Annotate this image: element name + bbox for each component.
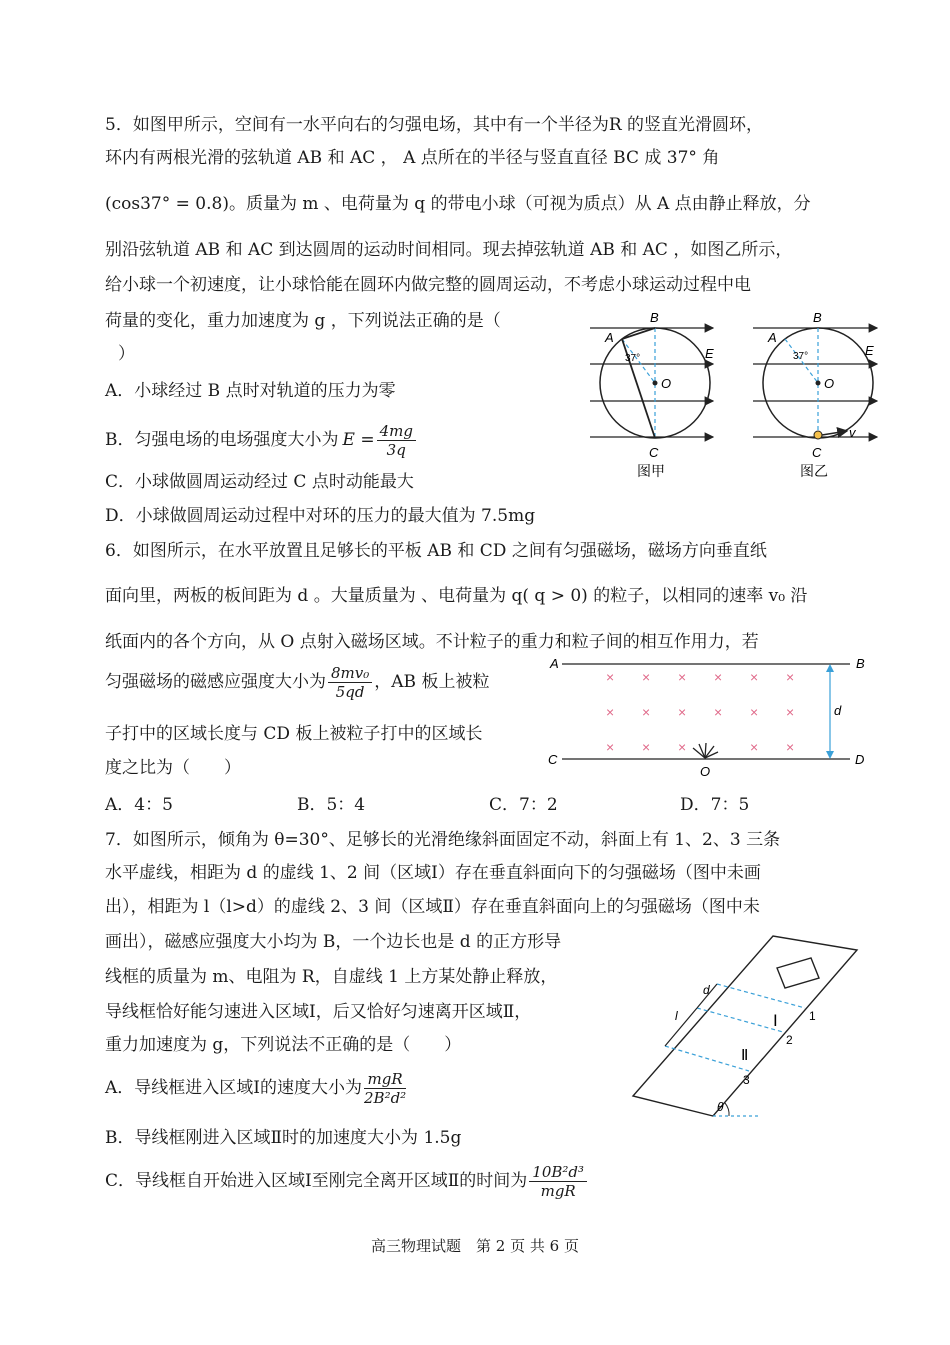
label-o: O: [661, 376, 672, 391]
label-o: O: [824, 376, 835, 391]
q6-figure: [540, 652, 870, 780]
cross-mark: ×: [786, 739, 795, 755]
label-region-1: Ⅰ: [773, 1013, 778, 1030]
cross-mark: ×: [750, 739, 759, 755]
label-c: C: [812, 445, 822, 460]
q5-option-d: D．小球做圆周运动过程中对环的压力的最大值为 7.5mg: [105, 506, 536, 526]
q6-line-3: 纸面内的各个方向，从 O 点射入磁场区域。不计粒子的重力和粒子间的相互作用力，若: [105, 632, 759, 652]
q7-option-c-fraction: [529, 1163, 587, 1200]
q6-option-d: D．7：5: [680, 795, 750, 815]
label-a: A: [605, 330, 614, 345]
q7-line-7: 重力加速度为 g，下列说法不正确的是（ ）: [105, 1035, 462, 1055]
label-c: C: [649, 445, 659, 460]
q5-option-b-text: B．匀强电场的电场强度大小为: [105, 430, 339, 450]
center-point: [653, 381, 658, 386]
label-angle: 37°: [625, 353, 641, 364]
cross-mark: ×: [750, 704, 759, 720]
q6-line-4: [105, 660, 489, 704]
cross-mark: ×: [714, 669, 723, 685]
label-o: O: [700, 764, 711, 779]
dashed-line-2: [697, 1008, 783, 1032]
q7-line-1: 7．如图所示，倾角为 θ=30°、足够长的光滑绝缘斜面固定不动，斜面上有 1、2、3 三条: [105, 830, 781, 850]
label-e: E: [865, 343, 874, 358]
gap-arrow-head-bottom: [826, 751, 834, 759]
q7-option-a-fraction: [364, 1070, 406, 1107]
label-theta: θ: [717, 1100, 724, 1114]
q5-option-b-denominator: 3q: [386, 440, 406, 459]
label-region-2: Ⅱ: [741, 1047, 749, 1064]
q5-line-5: 给小球一个初速度，让小球恰能在圆环内做完整的圆周运动，不考虑小球运动过程中电: [105, 275, 751, 295]
q7-option-c-denominator: mgR: [540, 1181, 576, 1200]
dashed-line-3: [665, 1046, 749, 1071]
cross-mark: ×: [750, 669, 759, 685]
q7-option-c-text: C．导线框自开始进入区域Ⅰ至刚完全离开区域Ⅱ的时间为: [105, 1171, 528, 1191]
q5-option-c: C．小球做圆周运动经过 C 点时动能最大: [105, 472, 414, 492]
q6-line-4-text: 匀强磁场的磁感应强度大小为: [105, 672, 326, 692]
q7-option-a-text: A．导线框进入区域Ⅰ的速度大小为: [105, 1078, 362, 1098]
q6-b-numerator: 8mv₀: [328, 664, 372, 683]
label-line-3: 3: [743, 1073, 750, 1087]
cross-mark: ×: [642, 739, 651, 755]
cross-mark: ×: [642, 669, 651, 685]
cross-mark: ×: [714, 704, 723, 720]
label-b: B: [650, 310, 659, 325]
q6-option-b: B．5：4: [297, 795, 366, 815]
caption-jia: 图甲: [637, 463, 665, 479]
q6-option-c: C．7：2: [489, 795, 558, 815]
label-d: D: [855, 752, 865, 767]
q7-line-4: 画出），磁感应强度大小均为 B，一个边长也是 d 的正方形导: [105, 932, 562, 952]
cross-mark: ×: [786, 704, 795, 720]
q7-option-a-numerator: mgR: [364, 1070, 406, 1089]
incline-plane: [633, 936, 857, 1116]
chord-ab: [622, 328, 655, 339]
page-footer: 高三物理试题 第 2 页 共 6 页: [371, 1237, 579, 1255]
q5-option-b-lhs: E =: [342, 430, 375, 450]
q7-line-6: 导线框恰好能匀速进入区域Ⅰ，后又恰好匀速离开区域Ⅱ，: [105, 1002, 532, 1022]
ball: [814, 431, 822, 439]
cross-mark: ×: [606, 739, 615, 755]
label-b: B: [856, 656, 865, 671]
q6-line-4-tail: ，AB 板上被粒: [374, 672, 490, 692]
q5-option-a: A．小球经过 B 点时对轨道的压力为零: [105, 381, 396, 401]
label-angle: 37°: [793, 351, 809, 362]
q6-b-fraction: [328, 664, 372, 701]
center-point: [816, 381, 821, 386]
q7-line-5: 线框的质量为 m、电阻为 R，自虚线 1 上方某处静止释放，: [105, 967, 558, 987]
q6-line-2: 面向里，两板的板间距为 d 。大量质量为 、电荷量为 q( q > 0) 的粒子，以相同的速率 v₀ 沿: [105, 586, 808, 606]
caption-yi: 图乙: [800, 463, 828, 479]
label-a: A: [550, 656, 559, 671]
q7-line-3: 出），相距为 l（l>d）的虚线 2、3 间（区域Ⅱ）存在垂直斜面向上的匀强磁场（图中未: [105, 897, 760, 917]
gap-arrow-head-top: [826, 664, 834, 672]
particle-velocity-arrows: [693, 743, 718, 758]
angle-arc: [725, 1103, 729, 1116]
q7-option-a-denominator: 2B²d²: [364, 1088, 407, 1107]
dashed-line-1: [717, 984, 805, 1008]
q6-b-denominator: 5qd: [335, 682, 365, 701]
label-v: v: [849, 425, 856, 440]
q7-option-a: [105, 1065, 408, 1111]
figure-jia: [590, 310, 714, 479]
q6-line-1: 6．如图所示，在水平放置且足够长的平板 AB 和 CD 之间有匀强磁场，磁场方向垂直纸: [105, 541, 767, 561]
label-b: B: [813, 310, 822, 325]
q5-option-b: [105, 420, 418, 460]
label-d-gap: d: [834, 703, 842, 718]
q5-figure: [585, 305, 885, 485]
cross-mark: ×: [606, 704, 615, 720]
q7-line-2: 水平虚线，相距为 d 的虚线 1、2 间（区域Ⅰ）存在垂直斜面向下的匀强磁场（图中未画: [105, 863, 761, 883]
q5-line-7: ）: [118, 344, 135, 364]
q5-line-4: 别沿弦轨道 AB 和 AC 到达圆周的运动时间相同。现去掉弦轨道 AB 和 AC ，如图乙所示，: [105, 240, 793, 260]
q6-line-6: 度之比为（ ）: [105, 758, 241, 778]
label-line-1: 1: [809, 1009, 816, 1023]
cross-mark: ×: [786, 669, 795, 685]
cross-mark: ×: [678, 704, 687, 720]
label-e: E: [705, 346, 714, 361]
q5-option-b-fraction: [377, 422, 416, 459]
label-l: l: [675, 1009, 678, 1023]
q5-line-6: 荷量的变化，重力加速度为 g ，下列说法正确的是（: [105, 311, 501, 331]
q6-option-a: A．4：5: [105, 795, 173, 815]
q7-figure: [625, 928, 865, 1120]
label-a: A: [768, 330, 777, 345]
label-line-2: 2: [786, 1033, 793, 1047]
velocity-arrow: [705, 743, 706, 758]
q7-option-c-numerator: 10B²d³: [529, 1163, 587, 1182]
q5-option-b-numerator: 4mg: [377, 422, 416, 441]
figure-yi: [753, 310, 877, 479]
q5-line-3: (cos37° = 0.8)。质量为 m 、电荷量为 q 的带电小球（可视为质点）从 A 点由静止释放，分: [105, 194, 811, 214]
cross-mark: ×: [678, 669, 687, 685]
q6-line-5: 子打中的区域长度与 CD 板上被粒子打中的区域长: [105, 724, 483, 744]
cross-mark: ×: [642, 704, 651, 720]
q7-option-b: B．导线框刚进入区域Ⅱ时的加速度大小为 1.5g: [105, 1128, 462, 1148]
cross-mark: ×: [678, 739, 687, 755]
label-c: C: [548, 752, 558, 767]
square-loop: [777, 958, 819, 988]
cross-mark: ×: [606, 669, 615, 685]
magnetic-field-crosses: [606, 669, 794, 755]
q5-line-2: 环内有两根光滑的弦轨道 AB 和 AC ， A 点所在的半径与竖直直径 BC 成 37° 角: [105, 148, 720, 168]
label-d: d: [703, 983, 710, 997]
q7-option-c: [105, 1158, 589, 1204]
q5-line-1: 5．如图甲所示，空间有一水平向右的匀强电场，其中有一个半径为R 的竖直光滑圆环，: [105, 115, 764, 135]
velocity-arrow: [822, 431, 847, 435]
